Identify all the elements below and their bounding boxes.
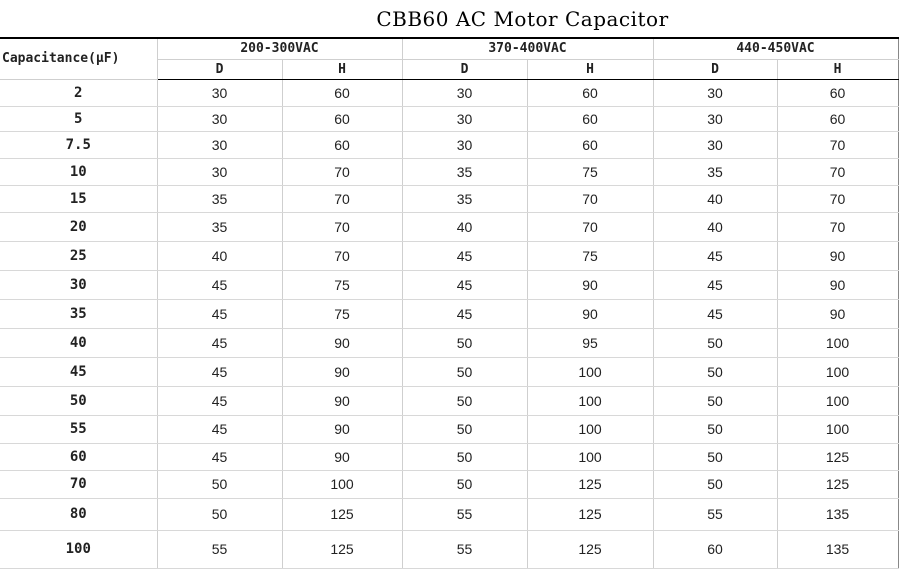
- diameter-cell: 45: [653, 241, 777, 270]
- capacitance-cell: 35: [0, 299, 157, 328]
- capacitance-cell: 30: [0, 270, 157, 299]
- height-cell: 100: [282, 470, 402, 498]
- capacitor-spec-table: [0, 37, 899, 569]
- capacitance-cell: 2: [0, 79, 157, 106]
- diameter-cell: 50: [653, 386, 777, 415]
- diameter-cell: 55: [402, 530, 527, 568]
- diameter-cell: 30: [157, 106, 282, 131]
- table-row: [0, 443, 898, 470]
- height-cell: 90: [777, 270, 898, 299]
- height-cell: 95: [527, 328, 653, 357]
- height-cell: 100: [777, 386, 898, 415]
- height-cell: 70: [777, 158, 898, 185]
- height-cell: 90: [282, 357, 402, 386]
- table-row: [0, 131, 898, 158]
- diameter-header: D: [402, 59, 527, 79]
- capacitance-cell: 60: [0, 443, 157, 470]
- diameter-cell: 50: [653, 415, 777, 443]
- diameter-cell: 45: [402, 299, 527, 328]
- height-cell: 60: [777, 106, 898, 131]
- diameter-cell: 50: [653, 470, 777, 498]
- height-cell: 75: [527, 241, 653, 270]
- diameter-header: D: [653, 59, 777, 79]
- diameter-cell: 45: [157, 386, 282, 415]
- height-cell: 125: [527, 530, 653, 568]
- diameter-cell: 45: [653, 299, 777, 328]
- height-cell: 90: [527, 270, 653, 299]
- diameter-cell: 40: [653, 212, 777, 241]
- table-row: [0, 212, 898, 241]
- height-cell: 60: [282, 131, 402, 158]
- diameter-cell: 45: [402, 241, 527, 270]
- table-row: [0, 299, 898, 328]
- diameter-cell: 45: [402, 270, 527, 299]
- capacitance-cell: 40: [0, 328, 157, 357]
- diameter-cell: 55: [653, 498, 777, 530]
- table-row: [0, 470, 898, 498]
- height-cell: 60: [527, 79, 653, 106]
- capacitance-cell: 7.5: [0, 131, 157, 158]
- table-row: [0, 185, 898, 212]
- diameter-cell: 30: [157, 158, 282, 185]
- capacitance-cell: 10: [0, 158, 157, 185]
- height-cell: 60: [527, 131, 653, 158]
- diameter-cell: 30: [653, 131, 777, 158]
- capacitance-cell: 55: [0, 415, 157, 443]
- height-cell: 70: [527, 185, 653, 212]
- capacitance-cell: 45: [0, 357, 157, 386]
- height-cell: 70: [282, 241, 402, 270]
- table-row: [0, 328, 898, 357]
- diameter-cell: 45: [157, 299, 282, 328]
- diameter-cell: 45: [157, 415, 282, 443]
- diameter-cell: 45: [157, 443, 282, 470]
- height-cell: 70: [282, 212, 402, 241]
- diameter-cell: 30: [402, 131, 527, 158]
- height-cell: 125: [282, 530, 402, 568]
- capacitance-cell: 15: [0, 185, 157, 212]
- diameter-cell: 35: [653, 158, 777, 185]
- table-row: [0, 158, 898, 185]
- height-cell: 70: [527, 212, 653, 241]
- table-row: [0, 79, 898, 106]
- capacitance-cell: 50: [0, 386, 157, 415]
- height-cell: 60: [777, 79, 898, 106]
- diameter-cell: 50: [402, 415, 527, 443]
- diameter-cell: 35: [402, 158, 527, 185]
- diameter-cell: 30: [157, 79, 282, 106]
- height-cell: 90: [527, 299, 653, 328]
- height-cell: 135: [777, 530, 898, 568]
- height-cell: 70: [282, 158, 402, 185]
- height-cell: 100: [777, 415, 898, 443]
- height-cell: 125: [777, 470, 898, 498]
- table-row: [0, 106, 898, 131]
- height-cell: 125: [527, 498, 653, 530]
- height-cell: 75: [527, 158, 653, 185]
- diameter-cell: 45: [157, 357, 282, 386]
- diameter-cell: 45: [157, 328, 282, 357]
- height-cell: 135: [777, 498, 898, 530]
- diameter-cell: 30: [157, 131, 282, 158]
- height-cell: 90: [282, 386, 402, 415]
- table-row: [0, 386, 898, 415]
- diameter-cell: 50: [402, 443, 527, 470]
- diameter-cell: 45: [653, 270, 777, 299]
- page-title: CBB60 AC Motor Capacitor: [376, 7, 669, 31]
- height-cell: 100: [777, 357, 898, 386]
- table-row: [0, 241, 898, 270]
- diameter-cell: 50: [653, 328, 777, 357]
- diameter-cell: 50: [402, 328, 527, 357]
- height-cell: 100: [527, 386, 653, 415]
- capacitance-cell: 70: [0, 470, 157, 498]
- diameter-header: D: [157, 59, 282, 79]
- capacitance-cell: 5: [0, 106, 157, 131]
- height-cell: 60: [527, 106, 653, 131]
- height-cell: 70: [777, 212, 898, 241]
- diameter-cell: 30: [402, 106, 527, 131]
- height-cell: 100: [527, 415, 653, 443]
- height-cell: 125: [527, 470, 653, 498]
- height-cell: 60: [282, 106, 402, 131]
- diameter-cell: 40: [653, 185, 777, 212]
- diameter-cell: 45: [157, 270, 282, 299]
- height-cell: 60: [282, 79, 402, 106]
- capacitance-cell: 25: [0, 241, 157, 270]
- diameter-cell: 40: [157, 241, 282, 270]
- height-cell: 100: [527, 443, 653, 470]
- height-cell: 90: [282, 443, 402, 470]
- voltage-group-header: 440-450VAC: [653, 38, 898, 59]
- diameter-cell: 50: [157, 498, 282, 530]
- capacitance-cell: 80: [0, 498, 157, 530]
- height-cell: 70: [777, 185, 898, 212]
- header-group-row: [0, 38, 898, 59]
- diameter-cell: 30: [653, 79, 777, 106]
- height-cell: 90: [282, 415, 402, 443]
- voltage-group-header: 370-400VAC: [402, 38, 653, 59]
- diameter-cell: 50: [402, 470, 527, 498]
- height-cell: 100: [777, 328, 898, 357]
- diameter-cell: 50: [157, 470, 282, 498]
- table-row: [0, 270, 898, 299]
- height-cell: 75: [282, 270, 402, 299]
- diameter-cell: 50: [402, 386, 527, 415]
- table-row: [0, 498, 898, 530]
- diameter-cell: 55: [402, 498, 527, 530]
- diameter-cell: 30: [402, 79, 527, 106]
- height-cell: 90: [777, 299, 898, 328]
- height-header: H: [777, 59, 898, 79]
- height-header: H: [282, 59, 402, 79]
- diameter-cell: 35: [402, 185, 527, 212]
- height-cell: 125: [777, 443, 898, 470]
- capacitance-cell: 20: [0, 212, 157, 241]
- capacitance-header: Capacitance(μF): [0, 38, 157, 79]
- height-cell: 90: [282, 328, 402, 357]
- diameter-cell: 55: [157, 530, 282, 568]
- diameter-cell: 50: [402, 357, 527, 386]
- table-row: [0, 415, 898, 443]
- height-cell: 70: [777, 131, 898, 158]
- diameter-cell: 50: [653, 357, 777, 386]
- diameter-cell: 30: [653, 106, 777, 131]
- diameter-cell: 35: [157, 185, 282, 212]
- capacitance-cell: 100: [0, 530, 157, 568]
- table-row: [0, 530, 898, 568]
- diameter-cell: 60: [653, 530, 777, 568]
- table-row: [0, 357, 898, 386]
- height-cell: 90: [777, 241, 898, 270]
- diameter-cell: 50: [653, 443, 777, 470]
- diameter-cell: 40: [402, 212, 527, 241]
- diameter-cell: 35: [157, 212, 282, 241]
- height-cell: 125: [282, 498, 402, 530]
- voltage-group-header: 200-300VAC: [157, 38, 402, 59]
- height-cell: 70: [282, 185, 402, 212]
- height-cell: 75: [282, 299, 402, 328]
- height-header: H: [527, 59, 653, 79]
- height-cell: 100: [527, 357, 653, 386]
